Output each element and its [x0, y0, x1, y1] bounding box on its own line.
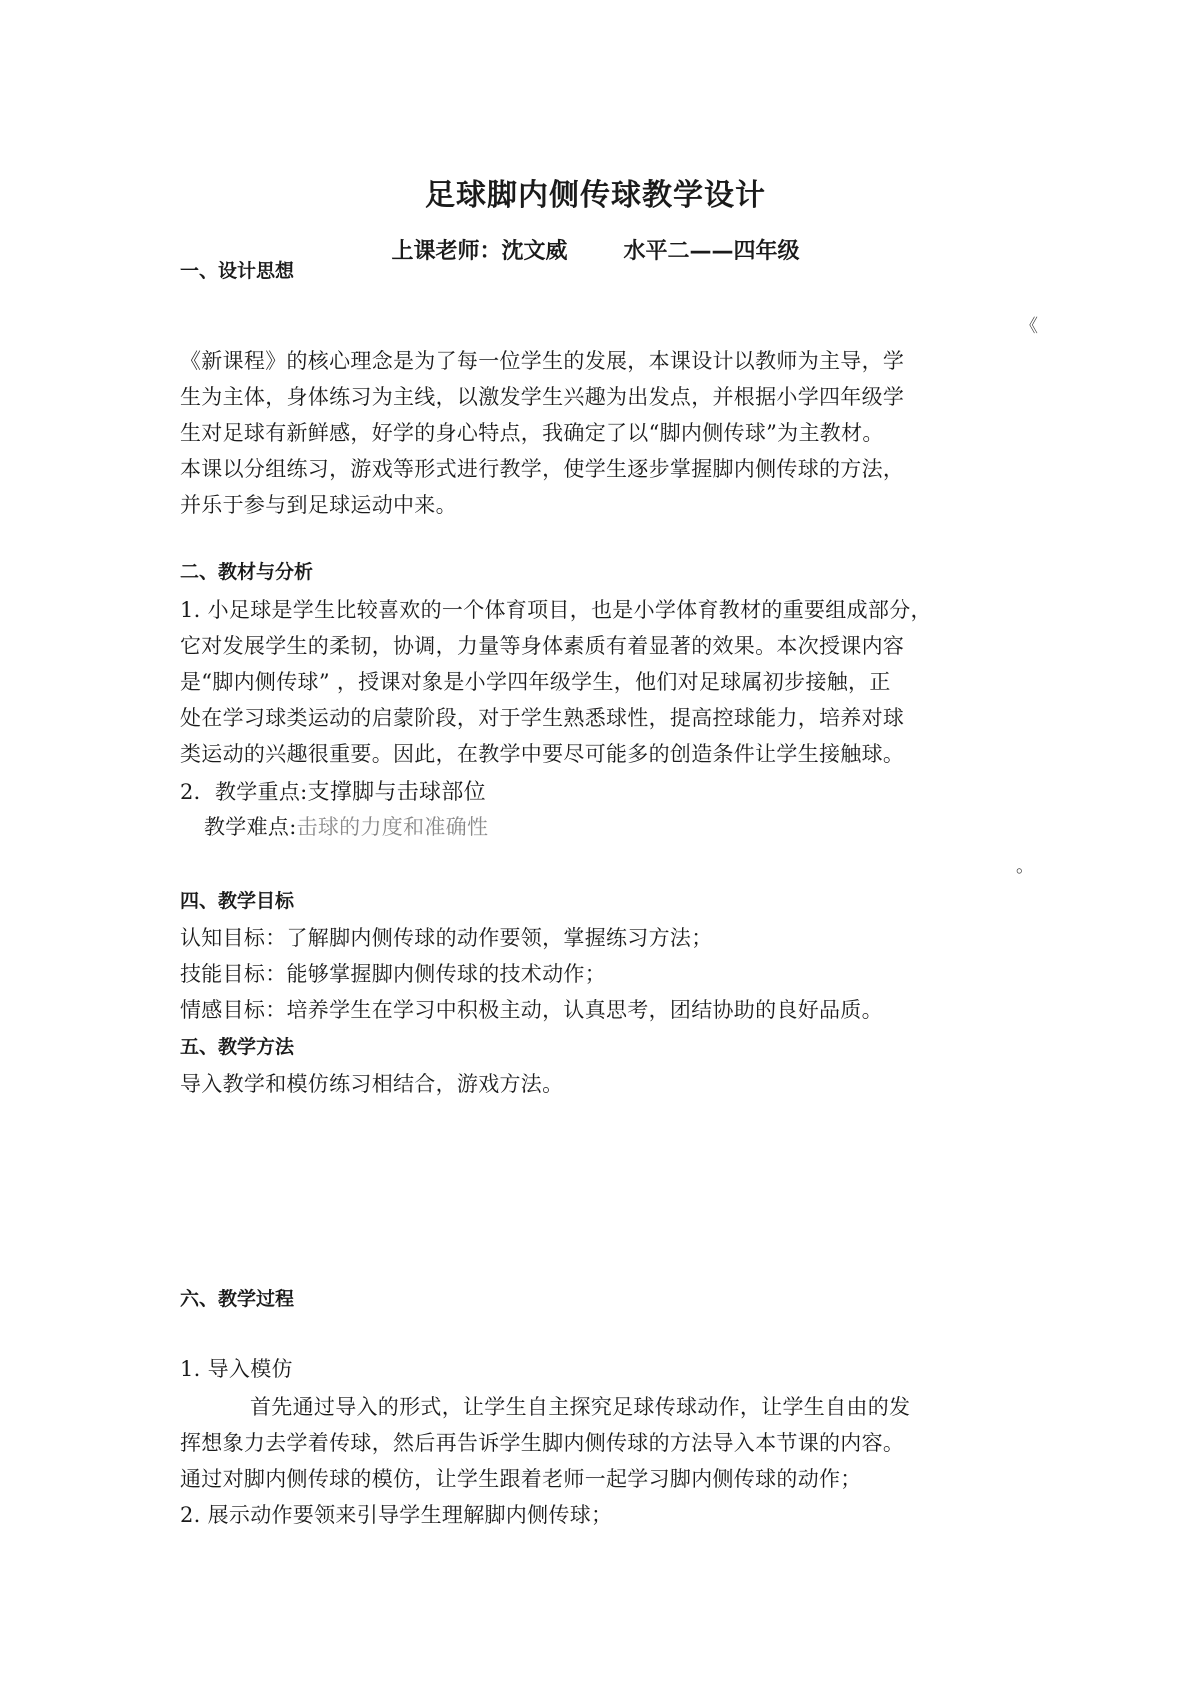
- key-point-label: 2．教学重点:: [180, 780, 308, 804]
- stray-mark-quote: 《: [1020, 316, 1038, 337]
- difficulty-line: [204, 811, 488, 841]
- section-heading-materials-analysis: 二、教材与分析: [180, 561, 314, 583]
- paragraph-line: 并乐于参与到足球运动中来。: [180, 493, 457, 517]
- paragraph-line: 处在学习球类运动的启蒙阶段，对于学生熟悉球性，提高控球能力，培养对球: [180, 706, 905, 730]
- document-title: 足球脚内侧传球教学设计: [425, 178, 766, 213]
- section-heading-teaching-goals: 四、教学目标: [180, 890, 295, 912]
- paragraph-line: 生对足球有新鲜感，好学的身心特点，我确定了以“脚内侧传球”为主教材。: [180, 421, 884, 445]
- process-line: 2. 展示动作要领来引导学生理解脚内侧传球；: [180, 1503, 613, 1527]
- section-heading-teaching-process: 六、教学过程: [180, 1288, 295, 1310]
- paragraph-line: 本课以分组练习，游戏等形式进行教学，使学生逐步掌握脚内侧传球的方法，: [180, 457, 905, 481]
- paragraph-line: 它对发展学生的柔韧，协调，力量等身体素质有着显著的效果。本次授课内容: [180, 634, 905, 658]
- process-line: 首先通过导入的形式，让学生自主探究足球传球动作，让学生自由的发: [250, 1395, 911, 1419]
- method-line: 导入教学和模仿练习相结合，游戏方法。: [180, 1072, 564, 1096]
- paragraph-line: 类运动的兴趣很重要。因此，在教学中要尽可能多的创造条件让学生接触球。: [180, 742, 905, 766]
- paragraph-line: 是“脚内侧传球” ，授课对象是小学四年级学生，他们对足球属初步接触，正: [180, 670, 891, 694]
- section-heading-teaching-methods: 五、教学方法: [180, 1036, 295, 1058]
- difficulty-value: 击球的力度和准确性: [296, 815, 489, 839]
- goal-line: 情感目标：培养学生在学习中积极主动，认真思考，团结协助的良好品质。: [180, 998, 883, 1022]
- goal-line: 认知目标：了解脚内侧传球的动作要领，掌握练习方法；: [180, 926, 713, 950]
- key-point-value: 支撑脚与击球部位: [307, 780, 486, 805]
- key-point-line: [180, 775, 486, 806]
- paragraph-line: 生为主体，身体练习为主线，以激发学生兴趣为出发点，并根据小学四年级学: [180, 385, 905, 409]
- paragraph-line: 《新课程》的核心理念是为了每一位学生的发展，本课设计以教师为主导，学: [180, 349, 905, 373]
- grade-level-label: 水平二——四年级: [623, 239, 800, 264]
- process-line: 通过对脚内侧传球的模仿，让学生跟着老师一起学习脚内侧传球的动作；: [180, 1467, 862, 1491]
- stray-mark-period: 。: [1016, 856, 1034, 877]
- process-line: 1. 导入模仿: [180, 1357, 293, 1381]
- process-line: 挥想象力去学着传球，然后再告诉学生脚内侧传球的方法导入本节课的内容。: [180, 1431, 905, 1455]
- teacher-label: 上课老师：沈文威: [391, 239, 568, 264]
- paragraph-line: 1. 小足球是学生比较喜欢的一个体育项目，也是小学体育教材的重要组成部分，: [180, 598, 932, 622]
- goal-line: 技能目标：能够掌握脚内侧传球的技术动作；: [180, 962, 606, 986]
- section-heading-design-idea: 一、设计思想: [180, 260, 295, 282]
- difficulty-label: 教学难点:: [204, 815, 297, 839]
- document-subtitle: [0, 234, 1191, 265]
